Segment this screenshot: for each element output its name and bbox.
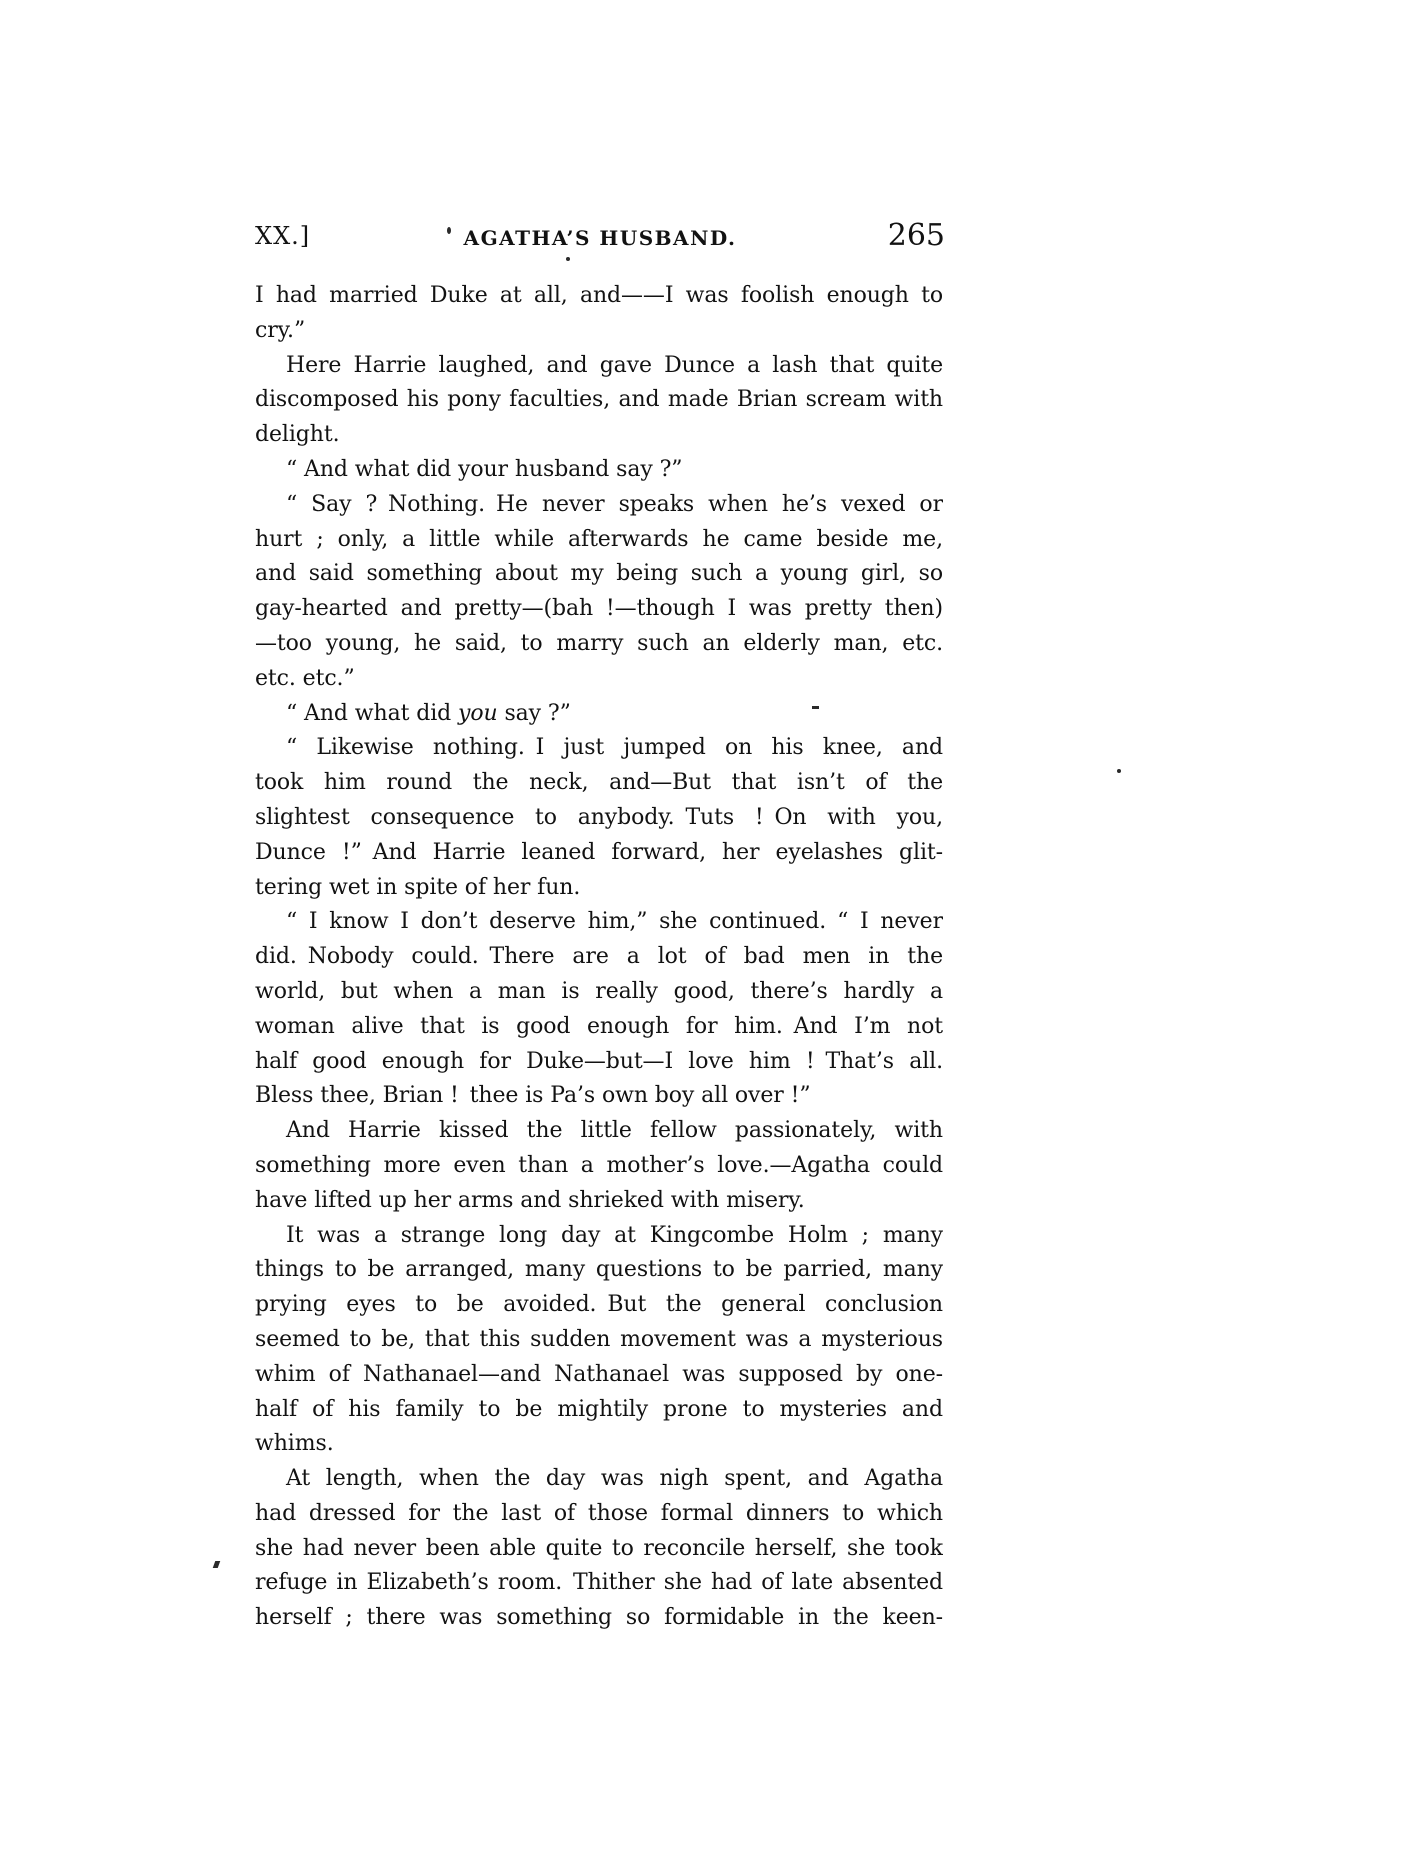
text-line: discomposed his pony faculties, and made Brian scream with	[255, 387, 943, 413]
text-line: whims.	[255, 1431, 334, 1457]
text-line: cry.”	[255, 317, 306, 343]
running-title: AGATHA’S HUSBAND.	[463, 226, 737, 250]
scan-speck	[1117, 769, 1121, 773]
text-line: took him round the neck, and—But that isn’t of the	[255, 770, 943, 796]
text-line: tering wet in spite of her fun.	[255, 874, 581, 900]
text-line: half of his family to be mightily prone to mysteries and	[255, 1396, 943, 1422]
text-line: something more even than a mother’s love.—Agatha could	[255, 1152, 943, 1178]
text-line: hurt ; only, a little while afterwards he came beside me,	[255, 526, 943, 552]
text-line: seemed to be, that this sudden movement was a mysterious	[255, 1326, 943, 1352]
scan-speck	[812, 706, 819, 709]
text-line: slightest consequence to anybody. Tuts ! On with you,	[255, 804, 943, 830]
text-line: Bless thee, Brian ! thee is Pa’s own boy all over !”	[255, 1083, 811, 1109]
paragraph	[255, 905, 943, 1114]
text-line: prying eyes to be avoided. But the general conclusion	[255, 1292, 943, 1318]
page-body	[255, 279, 943, 1636]
text-line: woman alive that is good enough for him. And I’m not	[255, 1013, 943, 1039]
text-line: “ I know I don’t deserve him,” she continued. “ I never	[286, 909, 943, 935]
paragraph	[255, 349, 943, 453]
text-line: world, but when a man is really good, there’s hardly a	[255, 978, 943, 1004]
paragraph	[255, 279, 943, 349]
text-line: she had never been able quite to reconcile herself, she took	[255, 1535, 943, 1561]
text-line: And Harrie kissed the little fellow passionately, with	[286, 1118, 943, 1144]
text-line: At length, when the day was nigh spent, and Agatha	[286, 1466, 943, 1492]
paragraph	[255, 731, 943, 905]
text-line: have lifted up her arms and shrieked with misery.	[255, 1187, 805, 1213]
scan-speck	[213, 1561, 221, 1568]
paragraph	[255, 697, 943, 732]
page-number: 265	[887, 218, 945, 253]
text-line: “ Likewise nothing. I just jumped on his knee, and	[286, 735, 943, 761]
paragraph	[255, 1462, 943, 1636]
text-line: refuge in Elizabeth’s room. Thither she had of late absented	[255, 1570, 943, 1596]
text-line: “ And what did your husband say ?”	[286, 456, 683, 482]
text-line: gay-hearted and pretty—(bah !—though I was pretty then)	[255, 596, 943, 622]
text-line: had dressed for the last of those formal dinners to which	[255, 1500, 943, 1526]
text-line: delight.	[255, 422, 340, 448]
chapter-number: XX.]	[255, 222, 311, 250]
text-line: I had married Duke at all, and——I was foolish enough to	[255, 283, 943, 308]
paragraph	[255, 1219, 943, 1463]
paragraph	[255, 1114, 943, 1218]
text-line: Here Harrie laughed, and gave Dunce a lash that quite	[286, 352, 943, 378]
text-line: etc. etc.”	[255, 665, 355, 691]
text-line: whim of Nathanael—and Nathanael was supposed by one-	[255, 1361, 943, 1387]
text-line: and said something about my being such a young girl, so	[255, 561, 943, 587]
text-line: —too young, he said, to marry such an elderly man, etc.	[255, 630, 943, 656]
text-line: It was a strange long day at Kingcombe Holm ; many	[286, 1222, 943, 1248]
text-line: “ Say ? Nothing. He never speaks when he’s vexed or	[286, 491, 943, 517]
page-header	[255, 218, 945, 258]
text-line: things to be arranged, many questions to be parried, many	[255, 1257, 943, 1283]
paragraph	[255, 453, 943, 488]
text-line: half good enough for Duke—but—I love him ! That’s all.	[255, 1048, 943, 1074]
scan-speck	[566, 257, 570, 261]
text-line: Dunce !” And Harrie leaned forward, her eyelashes glit-	[255, 839, 943, 865]
paragraph	[255, 488, 943, 697]
scan-speck	[447, 227, 451, 234]
text-line: herself ; there was something so formidable in the keen-	[255, 1605, 943, 1631]
text-line: did. Nobody could. There are a lot of bad men in the	[255, 944, 943, 970]
text-line: “ And what did you say ?”	[286, 700, 571, 726]
